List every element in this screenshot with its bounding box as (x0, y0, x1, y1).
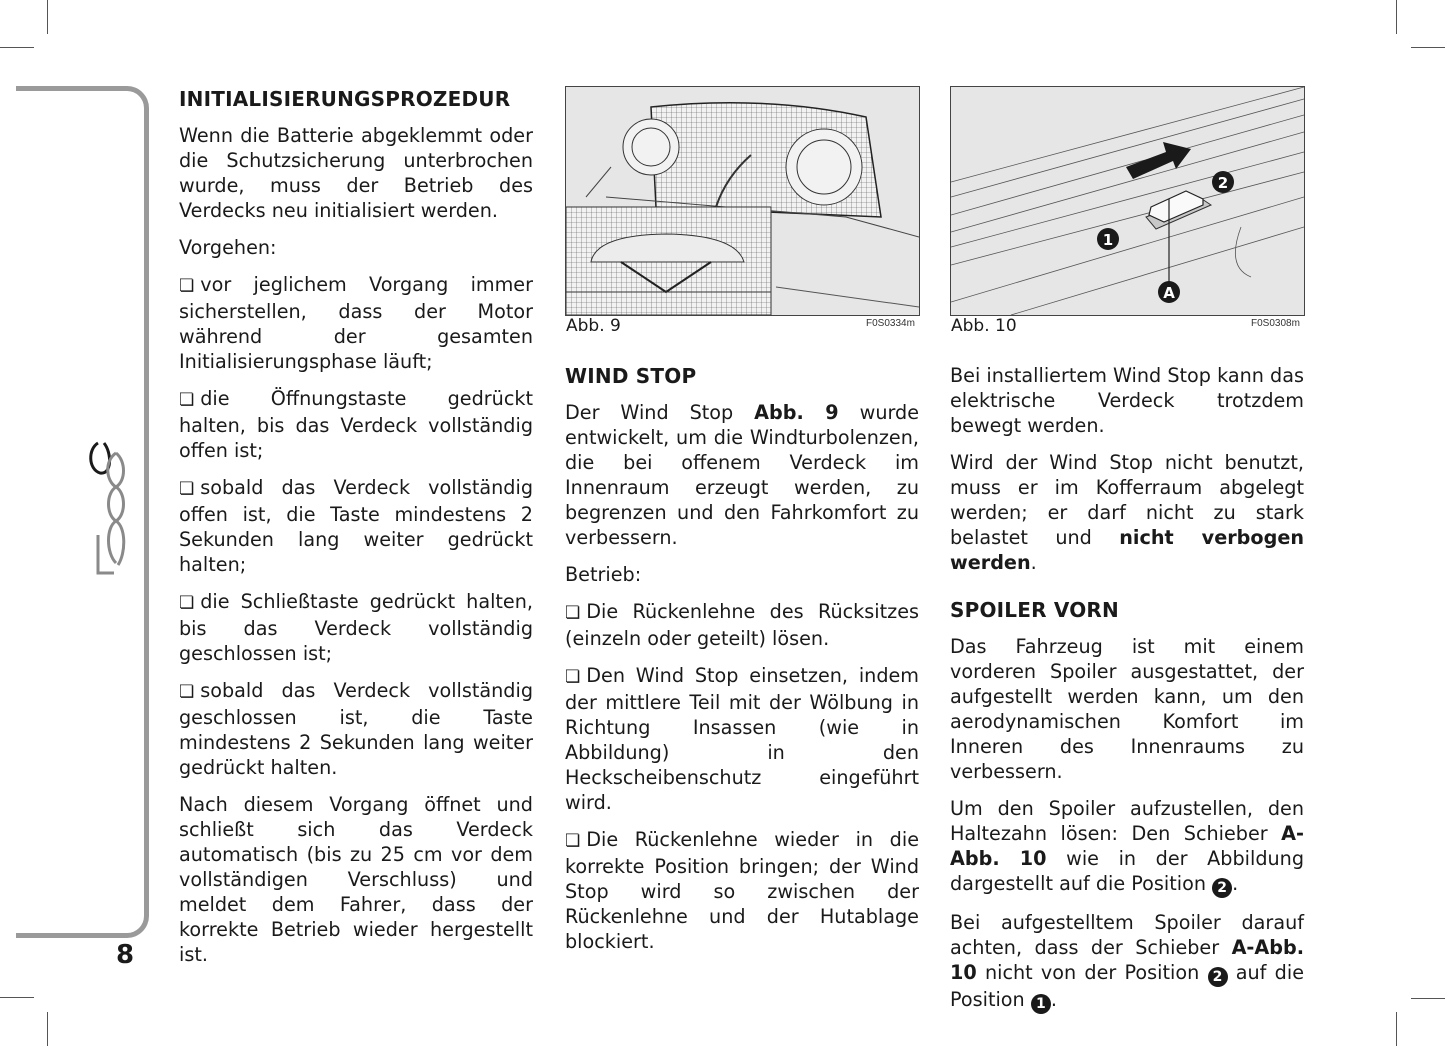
paragraph (950, 450, 1304, 575)
list-item: ❏ die Schließtaste gedrückt halten, bis das Verdeck vollständig geschlossen ist; (179, 589, 533, 666)
figure-spoiler (950, 86, 1305, 316)
crop-mark (0, 997, 34, 998)
page-number: 8 (116, 940, 135, 970)
figure-wind-stop (565, 86, 920, 316)
wind-stop-illustration (566, 87, 919, 315)
list-item: ❏ vor jeglichem Vorgang immer sicherstellen, dass der Motor während der gesamten Initialisierungsphase läuft; (179, 272, 533, 374)
figure-code: F0S0308m (1251, 318, 1300, 329)
position-marker-icon: 1 (1031, 994, 1051, 1014)
paragraph (950, 910, 1304, 1014)
list-item: ❏ sobald das Verdeck vollständig geschlossen ist, die Taste mindestens 2 Sekunden lang weiter gedrückt halten. (179, 678, 533, 780)
paragraph: Wenn die Batterie abgeklemmt oder die Schutzsicherung unterbrochen wurde, muss der Betrieb des Verdecks neu initialisiert werden. (179, 124, 533, 222)
crop-mark (47, 1012, 48, 1046)
figure-reference: A-Abb. 10 (950, 822, 1304, 870)
position-marker-icon: 2 (1212, 878, 1232, 898)
spoiler-illustration (951, 87, 1304, 315)
paragraph (565, 400, 919, 550)
text: nicht von der Position (976, 961, 1208, 984)
paragraph: Das Fahrzeug ist mit einem vorderen Spoiler ausgestattet, der aufgestellt werden kann, um den aerodynamischen Komfort im Inneren des Innenraums zu verbessern. (950, 635, 1304, 783)
section-heading: INITIALISIERUNGSPROZEDUR (179, 87, 511, 111)
crop-mark (1411, 998, 1445, 999)
text: . (1232, 872, 1239, 895)
crop-mark (47, 0, 48, 34)
text: . (1030, 551, 1037, 574)
section-heading: SPOILER VORN (950, 598, 1119, 622)
marker-1: 1 (1102, 231, 1114, 249)
wind-stop-section (565, 363, 919, 966)
list-item: ❏ sobald das Verdeck vollständig offen ist, die Taste mindestens 2 Sekunden lang weiter gedrückt halten; (179, 475, 533, 577)
text: . (1050, 988, 1057, 1011)
figure-code: F0S0334m (866, 318, 915, 329)
text: wie in der Abbildung dargestellt auf die Position (950, 847, 1304, 895)
figure-reference: Abb. 9 (754, 401, 839, 424)
500-logo-icon (86, 435, 136, 585)
crop-mark (1396, 1012, 1397, 1046)
figure-caption: Abb. 9 (566, 316, 621, 336)
figure-reference: A-Abb. 10 (950, 936, 1304, 984)
paragraph: Nach diesem Vorgang öffnet und schließt sich das Verdeck automatisch (bis zu 25 cm vor dem vollständigen Verschluss) und meldet dem Fahrer, dass der korrekte Betrieb wieder hergestellt ist. (179, 793, 533, 966)
crop-mark (0, 47, 34, 48)
position-marker-icon: 2 (1208, 967, 1228, 987)
paragraph (950, 796, 1304, 898)
text: Bei aufgestelltem Spoiler darauf achten, dass der Schieber (950, 911, 1304, 959)
crop-mark (1411, 47, 1445, 48)
crop-mark (1396, 0, 1397, 34)
initialization-section (179, 86, 533, 979)
text: wurde entwickelt, um die Windturbolenzen, die bei offenem Verdeck im Innenraum erzeugt werden, zu begrenzen und den Fahrkomfort zu verbessern. (565, 401, 920, 549)
list-item: ❏ die Öffnungstaste gedrückt halten, bis das Verdeck vollständig offen ist; (179, 386, 533, 463)
list-item: ❏ Die Rückenlehne des Rücksitzes (einzeln oder geteilt) lösen. (565, 599, 919, 651)
figure-caption: Abb. 10 (951, 316, 1017, 336)
emphasis: nicht verbogen werden (950, 526, 1304, 574)
text: Wird der Wind Stop nicht benutzt, muss er im Kofferraum abgelegt werden; er darf nicht zu stark belastet und (950, 451, 1304, 549)
text: Der Wind Stop (565, 401, 755, 424)
paragraph: Bei installiertem Wind Stop kann das elektrische Verdeck trotzdem bewegt werden. (950, 364, 1304, 437)
marker-2: 2 (1217, 174, 1229, 192)
procedure-label: Vorgehen: (179, 236, 277, 259)
operation-label: Betrieb: (565, 563, 642, 586)
text: auf die Position (950, 961, 1305, 1011)
list-item: ❏ Die Rückenlehne wieder in die korrekte Position bringen; der Wind Stop wird so zwischen der Rückenlehne und der Hutablage blockiert. (565, 827, 919, 954)
list-item: ❏ Den Wind Stop einsetzen, indem der mittlere Teil mit der Wölbung in Richtung Insassen (wie in Abbildung) in den Heckscheibenschutz eingeführt wird. (565, 663, 919, 815)
section-heading: WIND STOP (565, 364, 697, 388)
marker-a: A (1163, 284, 1175, 302)
spoiler-section (950, 363, 1304, 1026)
text: Um den Spoiler aufzustellen, den Haltezahn lösen: Den Schieber (950, 797, 1304, 845)
